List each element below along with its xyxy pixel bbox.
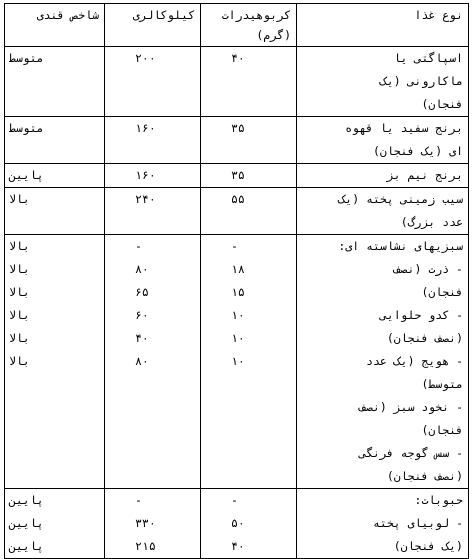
food-line: فنجان) [421,97,463,111]
kcal-cell: ۲۴۰ [105,188,201,235]
food-line: اسپاگتی یا [393,51,463,65]
kcal-value: ۸۰ [135,354,149,368]
food-line: - سس گوجه فرنگی [359,446,463,460]
food-cell [297,188,469,235]
food-cell [297,235,469,489]
carb-value: ۱۸ [231,262,245,276]
header-gi: شاخص قندی [5,4,105,47]
carb-value: ۱۰ [231,308,245,322]
carb-value: ۱۵ [231,285,245,299]
food-cell [297,164,469,188]
gi-value: بالا [9,354,30,368]
carb-cell: ۳۵ [201,164,297,188]
carb-cell: ۳۵ [201,117,297,164]
carb-value: ۱۰ [231,354,245,368]
food-line: - هویج (یک عدد [366,354,463,368]
kcal-value: ۶۵ [135,285,149,299]
food-cell [297,489,469,559]
kcal-value: ۴۰ [135,331,149,345]
carb-value: ۵۰ [231,516,245,530]
table-row [5,164,469,188]
header-row [5,4,469,47]
gi-value: پایین [9,539,44,553]
carb-cell: ۴۰ [201,47,297,117]
food-line: حبوبات: [414,493,463,507]
table-row [5,117,469,164]
food-line: فنجان) [421,285,463,299]
carb-value: ۱۰ [231,331,245,345]
food-line: برنج نیم بز [386,168,463,182]
gi-cell: پایین [5,164,105,188]
food-cell [297,47,469,117]
kcal-cell [105,489,201,559]
food-line: (یک فنجان) [393,539,463,553]
food-line: سبزیهای نشاسته ای: [338,239,463,253]
table-row-group-starchy [5,235,469,489]
gi-cell: متوسط [5,47,105,117]
gi-value: بالا [9,285,30,299]
kcal-cell: ۱۶۰ [105,117,201,164]
header-food: نوع غذا [297,4,469,47]
table-row [5,188,469,235]
carb-value: ۴۰ [231,539,245,553]
table-row-group-legumes [5,489,469,559]
kcal-value: - [135,493,142,507]
carb-value: - [231,239,238,253]
table-row [5,47,469,117]
gi-value: بالا [9,262,30,276]
gi-cell [5,235,105,489]
food-line: سیب زمینی پخته (یک [338,192,463,206]
kcal-value: ۳۳۰ [135,516,156,530]
nutrition-table [4,3,469,559]
food-line: - ذرت (نصف [393,262,463,276]
carb-cell [201,235,297,489]
gi-value: پایین [9,516,44,530]
gi-cell [5,489,105,559]
food-line: ماکارونی (یک [379,74,463,88]
gi-value: بالا [9,331,30,345]
food-line: (نصف فنجان) [386,331,463,345]
food-line: - نخود سبز (نصف [359,400,463,414]
food-line: برنج سفید یا قهوه [345,121,463,135]
food-cell [297,117,469,164]
kcal-value: ۶۰ [135,308,149,322]
food-line: - لوبیای پخته [372,516,463,530]
carb-value: - [231,493,238,507]
kcal-value: - [135,239,142,253]
food-line: عدد بزرگ) [400,215,463,229]
kcal-cell: ۱۶۰ [105,164,201,188]
carb-cell: ۵۵ [201,188,297,235]
food-line: متوسط) [421,377,463,391]
kcal-cell [105,235,201,489]
food-line: (نصف فنجان) [386,469,463,483]
gi-value: بالا [9,308,30,322]
header-carb: کربوهیدرات (گرم) [201,4,297,47]
kcal-cell: ۲۰۰ [105,47,201,117]
food-line: - کدو حلوایی [379,308,463,322]
carb-cell [201,489,297,559]
kcal-value: ۸۰ [135,262,149,276]
kcal-value: ۲۱۵ [135,539,156,553]
food-line: فنجان) [421,423,463,437]
gi-cell: بالا [5,188,105,235]
food-line: ای (یک فنجان) [372,144,463,158]
gi-cell: متوسط [5,117,105,164]
gi-value: بالا [9,239,30,253]
gi-value: پایین [9,493,44,507]
header-kcal: کیلوکالری [105,4,201,47]
